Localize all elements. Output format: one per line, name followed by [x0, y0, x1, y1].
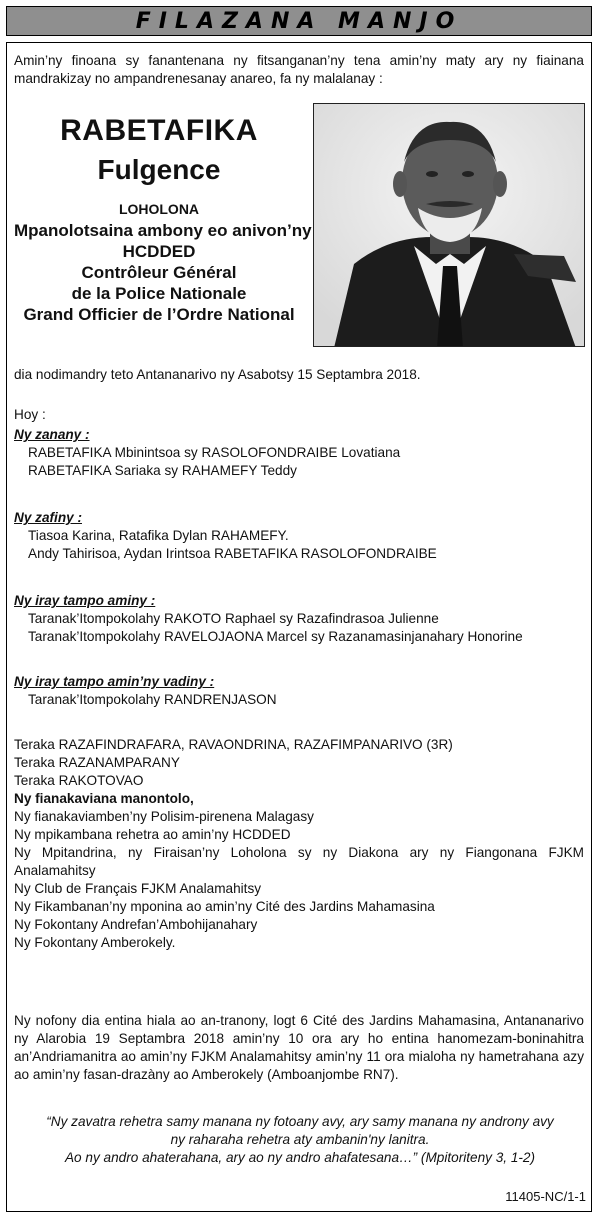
section-zanany: [14, 426, 584, 480]
list-item: Ny Fokontany Amberokely.: [14, 935, 176, 950]
section-heading: Ny iray tampo aminy :: [14, 593, 156, 608]
list-item: Teraka RAZANAMPARANY: [14, 755, 180, 770]
list-item: Ny fianakaviamben’ny Polisim-pirenena Malagasy: [14, 809, 314, 824]
role-line: Mpanolotsaina ambony eo anivon’ny: [14, 221, 312, 240]
deceased-title: LOHOLONA: [118, 201, 200, 217]
list-item: Tiasoa Karina, Ratafika Dylan RAHAMEFY.: [28, 528, 289, 543]
section-zafiny: [14, 509, 584, 563]
quote-line: Ao ny andro ahaterahana, ary ao ny andro ahafatesana…” (Mpitoriteny 3, 1-2): [64, 1150, 536, 1165]
quote-line: “Ny zavatra rehetra samy manana ny fotoany avy, ary samy manana ny androny avy: [46, 1114, 554, 1129]
teraka-list: [14, 736, 584, 952]
bible-quote: [20, 1113, 580, 1167]
list-item: Ny Fokontany Andrefan’Ambohijanahary: [14, 917, 258, 932]
hoy-label: Hoy :: [14, 407, 46, 422]
list-item: Ny Mpitandrina, ny Firaisan’ny Loholona sy ny Diakona ary ny Fiangonana FJKM Analamahitsy: [14, 845, 584, 878]
fianakaviana-heading: Ny fianakaviana manontolo,: [14, 791, 194, 806]
reference-code: 11405-NC/1-1: [505, 1189, 586, 1204]
header-title: FILAZANA MANJO: [135, 8, 463, 34]
role-line: Grand Officier de l’Ordre National: [23, 305, 295, 324]
section-iray-tampo: [14, 592, 584, 646]
list-item: RABETAFIKA Sariaka sy RAHAMEFY Teddy: [28, 463, 297, 478]
list-item: Taranak’Itompokolahy RAKOTO Raphael sy Razafindrasoa Julienne: [28, 611, 439, 626]
role-line: HCDDED: [122, 242, 196, 261]
list-item: RABETAFIKA Mbinintsoa sy RASOLOFONDRAIBE Lovatiana: [28, 445, 401, 460]
role-line: de la Police Nationale: [71, 284, 247, 303]
section-heading: Ny zanany :: [14, 427, 90, 442]
list-item: Taranak’Itompokolahy RANDRENJASON: [28, 692, 277, 707]
section-heading: Ny iray tampo amin’ny vadiny :: [14, 674, 215, 689]
list-item: Ny Club de Français FJKM Analamahitsy: [14, 881, 262, 896]
deceased-surname: RABETAFIKA: [60, 114, 258, 147]
list-item: Andy Tahirisoa, Aydan Irintsoa RABETAFIKA RASOLOFONDRAIBE: [28, 546, 437, 561]
portrait-photo: [313, 103, 585, 347]
section-heading: Ny zafiny :: [14, 510, 82, 525]
funeral-details: Ny nofony dia entina hiala ao an-tranony, logt 6 Cité des Jardins Mahamasina, Antananarivo ny Alarobia 19 Septambra 2018 amin’ny 10 ora ary ho entina hanomezam-boninahitra an’Andriamanitra ao amin’ny FJKM Analamahitsy amin’ny 11 ora mialoha ny hametrahana azy ao amin’ny fasan-drazàny ao Amberokely (Amboanjombe RN7).: [14, 1013, 584, 1082]
deceased-roles: [14, 220, 312, 325]
list-item: Taranak’Itompokolahy RAVELOJAONA Marcel sy Razanamasinjanahary Honorine: [28, 629, 523, 644]
list-item: Ny mpikambana rehetra ao amin’ny HCDDED: [14, 827, 291, 842]
role-line: Contrôleur Général: [81, 263, 237, 282]
list-item: Teraka RAKOTOVAO: [14, 773, 144, 788]
death-notice: dia nodimandry teto Antananarivo ny Asabotsy 15 Septambra 2018.: [14, 367, 421, 382]
section-iray-tampo-vady: [14, 673, 584, 709]
quote-line: ny raharaha rehetra aty ambanin'ny lanitra.: [170, 1132, 430, 1147]
header-banner: [6, 6, 592, 36]
portrait-illustration: [314, 104, 585, 347]
deceased-firstname: Fulgence: [97, 154, 221, 185]
intro-text: Amin’ny finoana sy fanantenana ny fitsanganan’ny tena amin’ny maty ary ny fiainana mandrakizay no ampandrenesanay anareo, fa ny malalanay :: [14, 53, 584, 86]
list-item: Teraka RAZAFINDRAFARA, RAVAONDRINA, RAZAFIMPANARIVO (3R): [14, 737, 453, 752]
list-item: Ny Fikambanan’ny mponina ao amin’ny Cité des Jardins Mahamasina: [14, 899, 435, 914]
